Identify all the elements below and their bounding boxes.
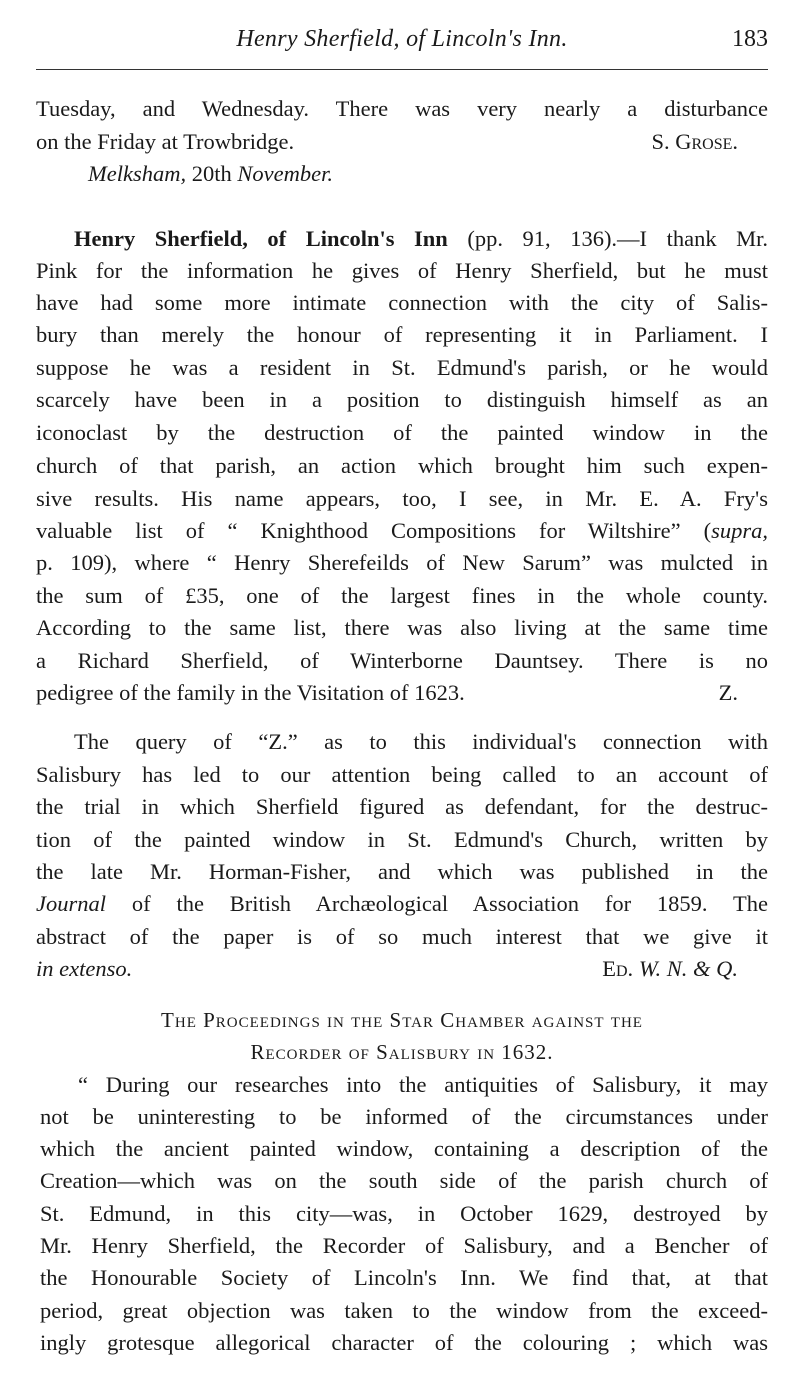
text-line: iconoclast by the destruction of the painted window in the [36,420,768,445]
query-ref: (pp. 91, 136).—I thank Mr. [467,226,769,251]
section-title-line-2: Recorder of Salisbury in 1632. [250,1040,554,1064]
text-line: bury than merely the honour of representing it in Parliament. I [36,322,768,347]
text-line: Tuesday, and Wednesday. There was very nearly a disturbance [36,96,768,121]
text-italic: in extenso. [36,956,133,981]
text-span: on the Friday at Trowbridge. [36,129,295,154]
publication-abbrev: W. N. & Q. [638,956,738,981]
section-title-line-1: The Proceedings in the Star Chamber against the [161,1008,643,1032]
text-line: “ During our researches into the antiquities of Salisbury, it may [78,1072,768,1097]
text-span: of the British Archæological Association for 1859. The [106,891,768,916]
text-line: the Honourable Society of Lincoln's Inn. We find that, at that [40,1265,768,1290]
text-line: scarcely have been in a position to distinguish himself as an [36,387,768,412]
text-line [36,127,768,157]
text-line: p. 109), where “ Henry Sherefeilds of New Sarum” was mulcted in [36,550,768,575]
dateline-date: 20th [191,161,232,186]
text-line: the trial in which Sherfield figured as defendant, for the destruc- [36,794,768,819]
header-rule [36,69,768,70]
journal-title: Journal [36,891,106,916]
text-italic: supra, [711,518,768,543]
text-line [36,678,768,708]
dateline [88,159,800,189]
text-line [36,516,768,546]
text-line: tion of the painted window in St. Edmund's Church, written by [36,827,768,852]
text-line: St. Edmund, in this city—was, in October 1629, destroyed by [40,1201,768,1226]
text-line: church of that parish, an action which brought him such expen- [36,453,768,478]
text-line: the late Mr. Horman-Fisher, and which was published in the [36,859,768,884]
text-line: a Richard Sherfield, of Winterborne Dauntsey. There is no [36,648,768,673]
signature: S. Grose. [651,129,738,154]
text-span: valuable list of “ Knighthood Compositions for Wiltshire” ( [36,518,712,543]
text-line: not be uninteresting to be informed of the circumstances under [40,1104,768,1129]
page-header [36,26,768,58]
dateline-place: Melksham, [88,161,187,186]
editor-abbrev: Ed. [602,956,634,981]
query-heading-line [74,224,768,254]
running-title: Henry Sherfield, of Lincoln's Inn. [236,26,568,52]
text-line: which the ancient painted window, containing a description of the [40,1136,768,1161]
page-number: 183 [732,26,768,52]
text-line: the sum of £35, one of the largest fines in the whole county. [36,583,768,608]
text-line: Mr. Henry Sherfield, the Recorder of Salisbury, and a Bencher of [40,1233,768,1258]
text-span: pedigree of the family in the Visitation of 1623. [36,680,465,705]
text-line: have had some more intimate connection with the city of Salis- [36,290,768,315]
text-line: ingly grotesque allegorical character of the colouring ; which was [40,1330,768,1355]
signature: Z. [718,680,738,705]
text-line: The query of “Z.” as to this individual's connection with [74,729,768,754]
query-heading: Henry Sherfield, of Lincoln's Inn [74,226,448,251]
text-line: Pink for the information he gives of Henry Sherfield, but he must [36,258,768,283]
text-line: Salisbury has led to our attention being called to an account of [36,762,768,787]
text-line: sive results. His name appears, too, I see, in Mr. E. A. Fry's [36,486,768,511]
text-line: Creation—which was on the south side of the parish church of [40,1168,768,1193]
editor-signature [602,954,738,984]
text-line: period, great objection was taken to the window from the exceed- [40,1298,768,1323]
text-line: suppose he was a resident in St. Edmund's parish, or he would [36,355,768,380]
text-line [36,954,768,984]
text-line: According to the same list, there was also living at the same time [36,615,768,640]
dateline-month: November. [237,161,333,186]
text-line [36,889,768,919]
text-line: abstract of the paper is of so much interest that we give it [36,924,768,949]
